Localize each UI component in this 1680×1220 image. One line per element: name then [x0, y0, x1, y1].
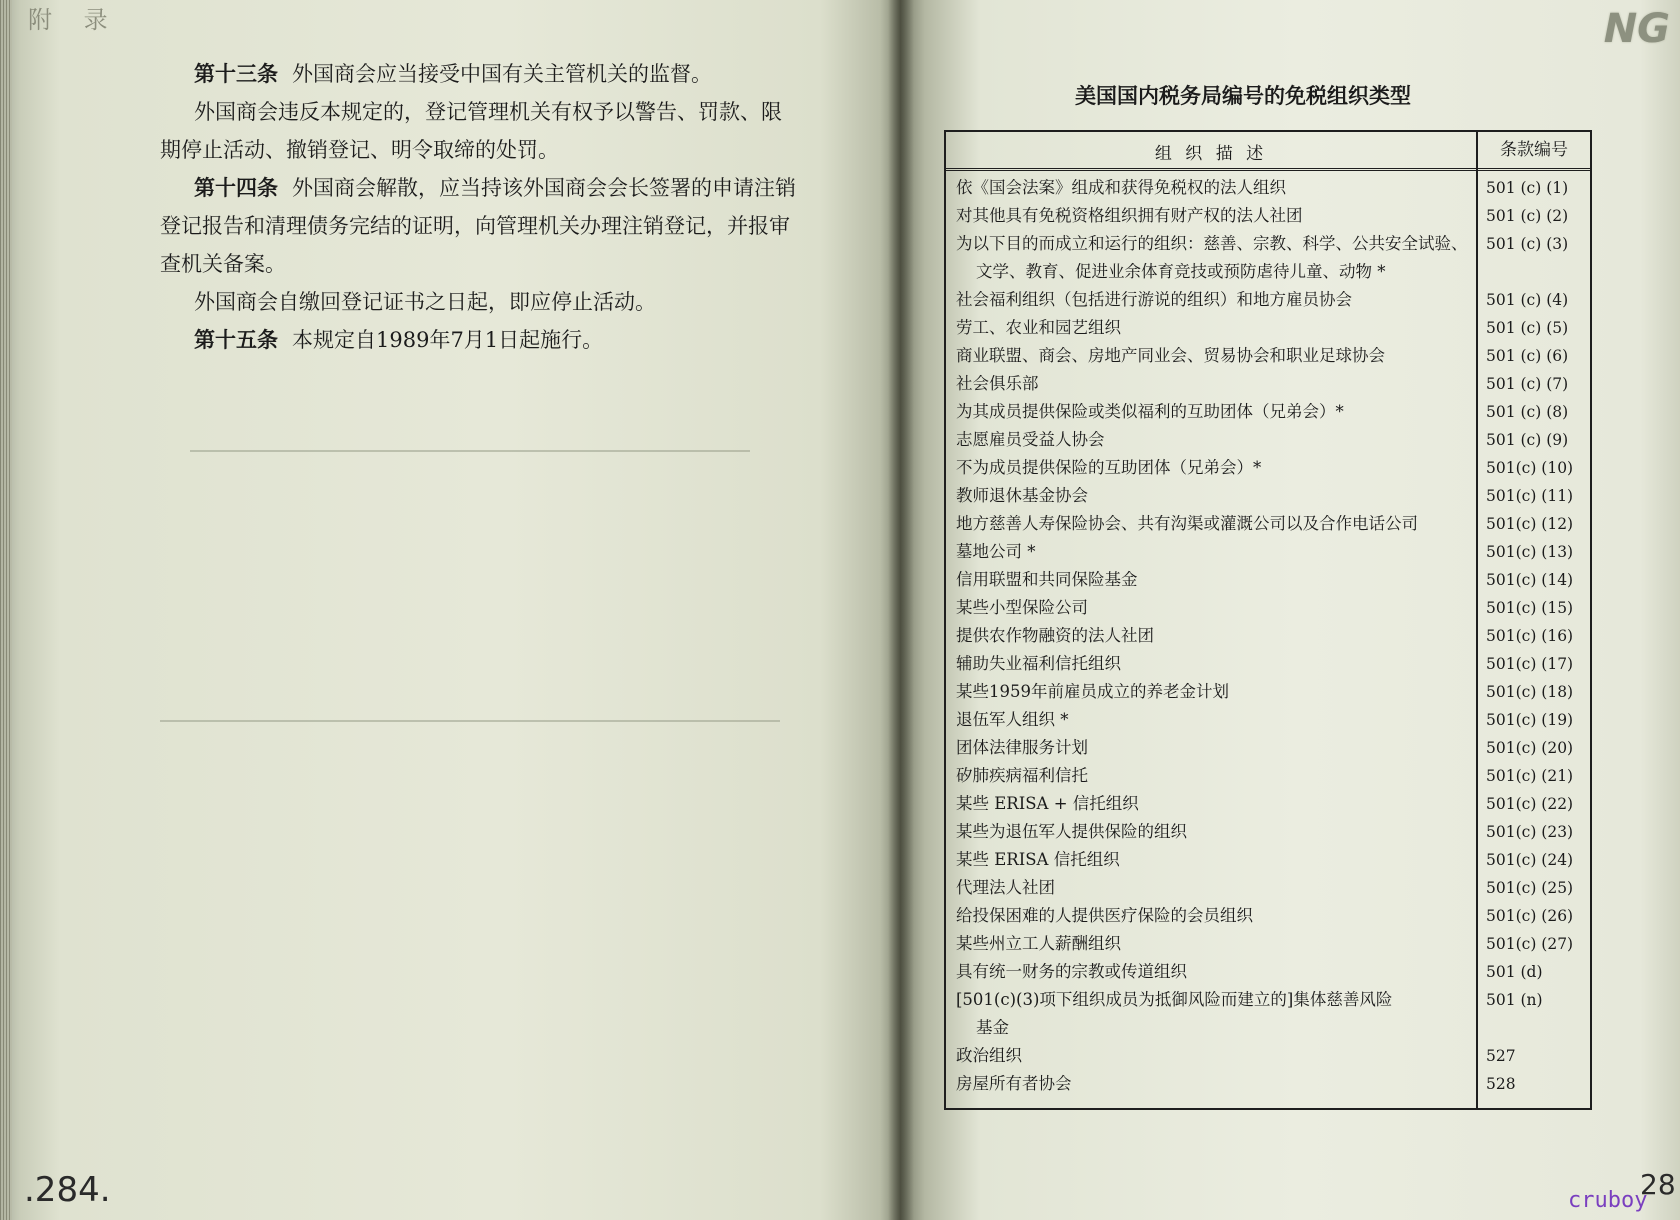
paragraph-text: 外国商会违反本规定的，登记管理机关有权予以警告、罚款、限期停止活动、撤销登记、明令取缔的处罚。 — [160, 100, 782, 162]
org-description — [956, 174, 1471, 202]
org-description — [956, 986, 1471, 1042]
paragraph — [160, 321, 800, 359]
paragraph-text: 外国商会应当接受中国有关主管机关的监督。 — [292, 62, 712, 86]
description-text: 教师退休基金协会 — [956, 486, 1088, 505]
description-text: 社会福利组织（包括进行游说的组织）和地方雇员协会 — [956, 290, 1352, 309]
description-text: 提供农作物融资的法人社团 — [956, 626, 1154, 645]
section-code: 501(c) (19) — [1486, 711, 1574, 729]
org-description — [956, 286, 1471, 314]
section-code: 501 (c) (2) — [1486, 207, 1569, 225]
table-row — [946, 790, 1590, 818]
section-code: 501(c) (26) — [1486, 907, 1574, 925]
paragraph — [160, 93, 800, 169]
description-text: 某些 ERISA + 信托组织 — [956, 794, 1139, 813]
description-text: 某些州立工人薪酬组织 — [956, 934, 1121, 953]
table-row — [946, 678, 1590, 706]
logo-mark: NG — [1603, 6, 1670, 52]
table-row — [946, 762, 1590, 790]
table-row — [946, 930, 1590, 958]
description-text: 某些1959年前雇员成立的养老金计划 — [956, 682, 1229, 701]
org-description — [956, 426, 1471, 454]
table-row — [946, 874, 1590, 902]
org-description — [956, 930, 1471, 958]
table-header — [946, 132, 1590, 171]
org-description — [956, 1042, 1471, 1070]
section-code: 501(c) (16) — [1486, 627, 1574, 645]
org-description — [956, 734, 1471, 762]
table-row — [946, 902, 1590, 930]
description-text: 给投保困难的人提供医疗保险的会员组织 — [956, 906, 1253, 925]
article-number: 第十五条 — [194, 327, 278, 352]
table-row — [946, 482, 1590, 510]
org-description — [956, 958, 1471, 986]
org-description — [956, 566, 1471, 594]
page-number-left: .284. — [24, 1170, 111, 1210]
table-row — [946, 538, 1590, 566]
table-row — [946, 174, 1590, 202]
org-description — [956, 846, 1471, 874]
description-continuation: 基金 — [976, 1018, 1009, 1037]
section-code: 501(c) (14) — [1486, 571, 1574, 589]
bleed-through-mark — [160, 720, 780, 722]
table-row — [946, 342, 1590, 370]
section-code: 501 (c) (1) — [1486, 179, 1569, 197]
description-text: 为其成员提供保险或类似福利的互助团体（兄弟会）* — [956, 402, 1344, 421]
section-code: 501 (c) (7) — [1486, 375, 1569, 393]
section-code: 501(c) (10) — [1486, 459, 1574, 477]
paragraph-text: 本规定自1989年7月1日起施行。 — [292, 328, 604, 352]
org-description — [956, 230, 1471, 286]
section-code: 501 (n) — [1486, 991, 1543, 1009]
section-code: 501(c) (18) — [1486, 683, 1574, 701]
section-code: 501(c) (20) — [1486, 739, 1574, 757]
table-row — [946, 818, 1590, 846]
org-description — [956, 454, 1471, 482]
table-row — [946, 566, 1590, 594]
org-description — [956, 818, 1471, 846]
org-description — [956, 622, 1471, 650]
table-row — [946, 650, 1590, 678]
article-number: 第十四条 — [194, 175, 278, 200]
description-continuation: 文学、教育、促进业余体育竞技或预防虐待儿童、动物 * — [976, 262, 1386, 281]
table-row — [946, 286, 1590, 314]
table-row — [946, 1042, 1590, 1070]
section-code: 501(c) (12) — [1486, 515, 1574, 533]
description-text: 代理法人社团 — [956, 878, 1055, 897]
section-code: 501(c) (27) — [1486, 935, 1574, 953]
section-code: 501(c) (21) — [1486, 767, 1574, 785]
description-text: [501(c)(3)项下组织成员为抵御风险而建立的]集体慈善风险 — [956, 990, 1393, 1009]
table-row — [946, 622, 1590, 650]
header-description: 组 织 描 述 — [1154, 144, 1268, 164]
table-row — [946, 426, 1590, 454]
section-code: 501 (d) — [1486, 963, 1543, 981]
table-row — [946, 398, 1590, 426]
section-code: 501(c) (23) — [1486, 823, 1574, 841]
description-text: 墓地公司 * — [956, 542, 1036, 561]
description-text: 具有统一财务的宗教或传道组织 — [956, 962, 1187, 981]
description-text: 商业联盟、商会、房地产同业会、贸易协会和职业足球协会 — [956, 346, 1385, 365]
table-row — [946, 846, 1590, 874]
org-description — [956, 594, 1471, 622]
section-code: 528 — [1486, 1075, 1516, 1093]
table-body — [946, 174, 1590, 1098]
table-row — [946, 370, 1590, 398]
table-title: 美国国内税务局编号的免税组织类型 — [1075, 83, 1411, 108]
running-head: 附 录 — [28, 6, 120, 34]
description-text: 某些小型保险公司 — [956, 598, 1088, 617]
section-code: 501 (c) (5) — [1486, 319, 1569, 337]
description-text: 矽肺疾病福利信托 — [956, 766, 1088, 785]
watermark: cruboy — [1568, 1188, 1648, 1213]
org-description — [956, 902, 1471, 930]
section-code: 501 (c) (4) — [1486, 291, 1569, 309]
table-row — [946, 314, 1590, 342]
description-text: 房屋所有者协会 — [956, 1074, 1072, 1093]
paragraph — [160, 55, 800, 93]
description-text: 依《国会法案》组成和获得免税权的法人组织 — [956, 178, 1286, 197]
page-number-right: 28 — [1640, 1168, 1676, 1201]
description-text: 某些为退伍军人提供保险的组织 — [956, 822, 1187, 841]
table-row — [946, 1070, 1590, 1098]
org-description — [956, 762, 1471, 790]
section-code: 501(c) (13) — [1486, 543, 1574, 561]
org-description — [956, 314, 1471, 342]
table-row — [946, 986, 1590, 1042]
org-description — [956, 398, 1471, 426]
org-description — [956, 790, 1471, 818]
section-code: 527 — [1486, 1047, 1516, 1065]
org-description — [956, 510, 1471, 538]
left-page-body — [160, 55, 800, 359]
section-code: 501(c) (15) — [1486, 599, 1574, 617]
section-code: 501(c) (11) — [1486, 487, 1574, 505]
org-description — [956, 706, 1471, 734]
description-text: 退伍军人组织 * — [956, 710, 1069, 729]
org-description — [956, 678, 1471, 706]
org-description — [956, 874, 1471, 902]
paragraph-text: 外国商会自缴回登记证书之日起，即应停止活动。 — [194, 290, 656, 314]
section-code: 501 (c) (9) — [1486, 431, 1569, 449]
paragraph-text: 外国商会解散，应当持该外国商会会长签署的申请注销登记报告和清理债务完结的证明，向管理机关办理注销登记，并报审查机关备案。 — [160, 176, 796, 276]
table-row — [946, 510, 1590, 538]
paragraph — [160, 283, 800, 321]
page-edge — [0, 0, 12, 1220]
section-code: 501 (c) (3) — [1486, 235, 1569, 253]
table-row — [946, 230, 1590, 286]
section-code: 501(c) (24) — [1486, 851, 1574, 869]
org-description — [956, 202, 1471, 230]
tax-exempt-table — [944, 130, 1592, 1110]
article-number: 第十三条 — [194, 61, 278, 86]
table-row — [946, 454, 1590, 482]
description-text: 政治组织 — [956, 1046, 1022, 1065]
table-row — [946, 734, 1590, 762]
section-code: 501 (c) (8) — [1486, 403, 1569, 421]
org-description — [956, 650, 1471, 678]
org-description — [956, 1070, 1471, 1098]
org-description — [956, 538, 1471, 566]
table-row — [946, 958, 1590, 986]
header-code: 条款编号 — [1476, 132, 1590, 168]
org-description — [956, 370, 1471, 398]
bleed-through-mark — [190, 450, 750, 452]
description-text: 对其他具有免税资格组织拥有财产权的法人社团 — [956, 206, 1303, 225]
section-code: 501(c) (17) — [1486, 655, 1574, 673]
table-row — [946, 706, 1590, 734]
description-text: 不为成员提供保险的互助团体（兄弟会）* — [956, 458, 1262, 477]
section-code: 501(c) (22) — [1486, 795, 1574, 813]
description-text: 社会俱乐部 — [956, 374, 1039, 393]
paragraph — [160, 169, 800, 283]
description-text: 劳工、农业和园艺组织 — [956, 318, 1121, 337]
section-code: 501 (c) (6) — [1486, 347, 1569, 365]
description-text: 某些 ERISA 信托组织 — [956, 850, 1120, 869]
section-code: 501(c) (25) — [1486, 879, 1574, 897]
org-description — [956, 342, 1471, 370]
book-gutter — [888, 0, 914, 1220]
description-text: 信用联盟和共同保险基金 — [956, 570, 1138, 589]
description-text: 志愿雇员受益人协会 — [956, 430, 1105, 449]
description-text: 地方慈善人寿保险协会、共有沟渠或灌溉公司以及合作电话公司 — [956, 514, 1418, 533]
table-row — [946, 594, 1590, 622]
org-description — [956, 482, 1471, 510]
table-row — [946, 202, 1590, 230]
description-text: 辅助失业福利信托组织 — [956, 654, 1121, 673]
description-text: 为以下目的而成立和运行的组织：慈善、宗教、科学、公共安全试验、 — [956, 234, 1468, 253]
description-text: 团体法律服务计划 — [956, 738, 1088, 757]
